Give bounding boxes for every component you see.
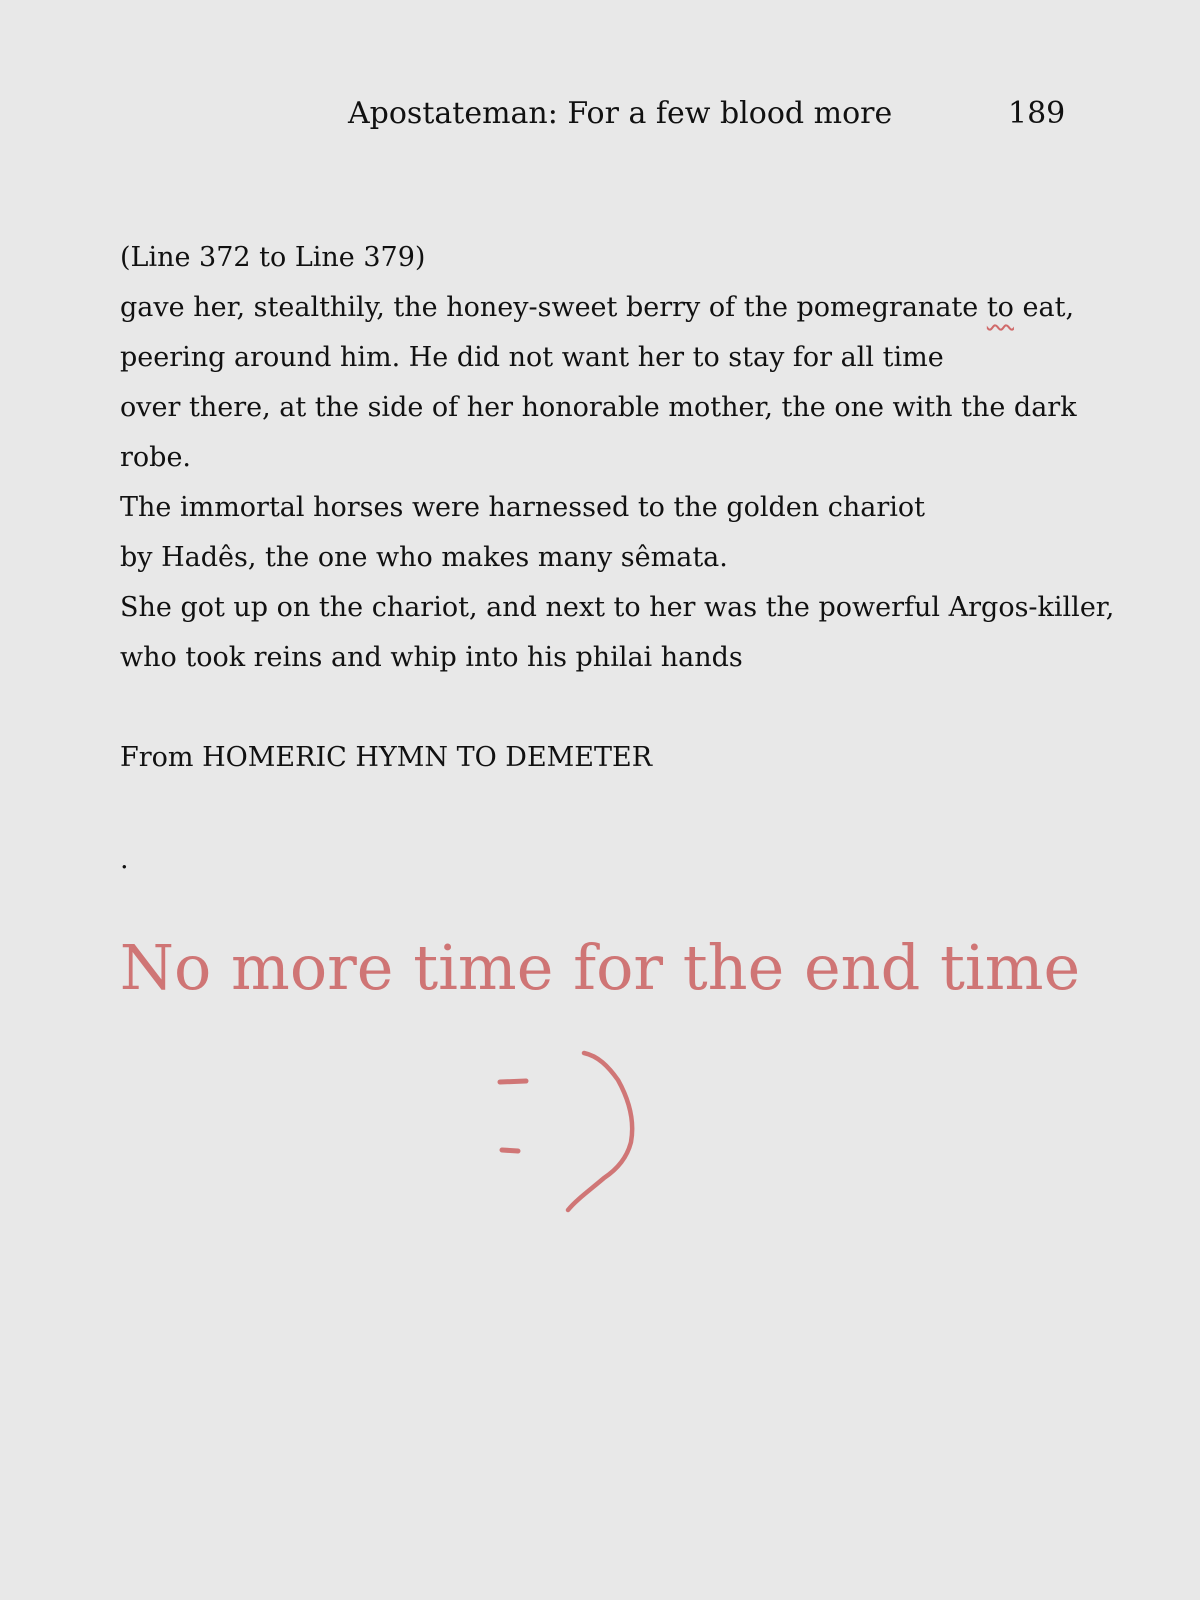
poem-line: The immortal horses were harnessed to the golden chariot (120, 492, 925, 523)
line-range-label: (Line 372 to Line 379) (120, 242, 426, 273)
poem-line: over there, at the side of her honorable mother, the one with the dark (120, 392, 1077, 423)
poem-line-text: gave her, stealthily, the honey-sweet berry of the pomegranate (120, 292, 987, 323)
poem-excerpt (120, 233, 1130, 683)
poem-line: peering around him. He did not want her to stay for all time (120, 342, 944, 373)
poem-line-text: eat, (1013, 292, 1075, 323)
poem-line: robe. (120, 442, 192, 473)
poem-line: by Hadês, the one who makes many sêmata. (120, 542, 728, 573)
source-attribution: From HOMERIC HYMN TO DEMETER (120, 742, 653, 773)
stray-period: . (120, 844, 129, 875)
smiley-mouth (568, 1053, 632, 1210)
running-title: Apostateman: For a few blood more (348, 96, 893, 131)
poem-line: who took reins and whip into his philai hands (120, 642, 743, 673)
poem-line: She got up on the chariot, and next to her was the powerful Argos-killer, (120, 592, 1115, 623)
poem-line (120, 283, 1130, 333)
handwritten-annotation: No more time for the end time (119, 931, 1081, 1004)
smiley-eye-upper (500, 1081, 526, 1082)
smiley-face-icon (480, 1040, 660, 1220)
smiley-eye-lower (502, 1150, 518, 1151)
spellcheck-flagged-word: to (986, 292, 1014, 323)
page-number: 189 (1008, 96, 1066, 131)
